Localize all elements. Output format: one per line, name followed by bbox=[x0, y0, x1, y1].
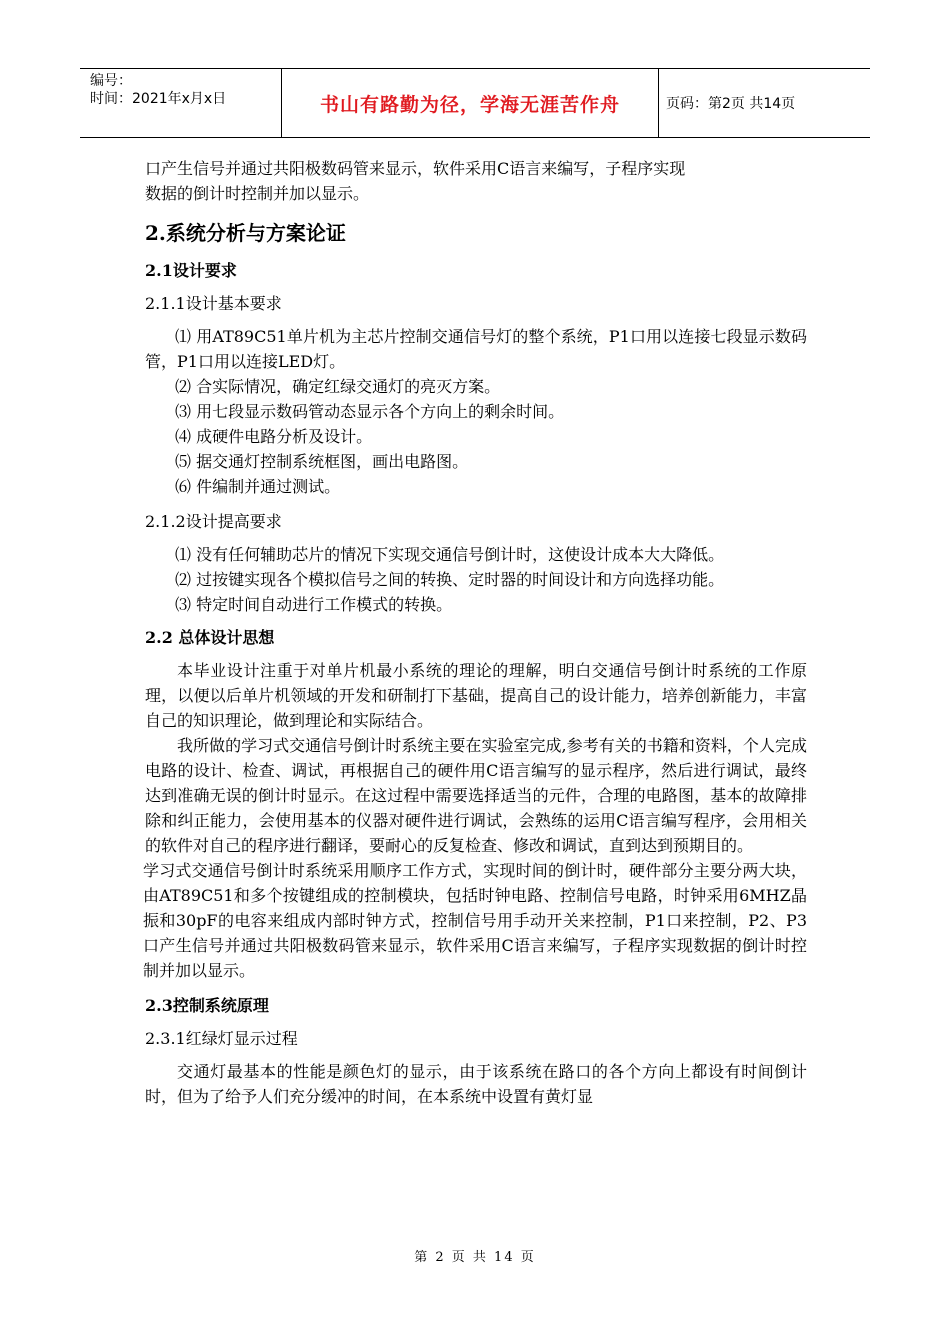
header-meta-cell bbox=[80, 69, 281, 137]
section-2-2-heading: 2.2 总体设计思想 bbox=[145, 628, 275, 647]
paragraph: 本毕业设计注重于对单片机最小系统的理论的理解，明白交通信号倒计时系统的工作原理，以便以后单片机领域的开发和研制打下基础，提高自己的设计能力，培养创新能力，丰富自己的知识理论，做到理论和实际结合。 bbox=[145, 661, 807, 730]
section-2-1-2-heading: 2.1.2设计提高要求 bbox=[145, 512, 282, 531]
list-item: ⑶ 用七段显示数码管动态显示各个方向上的剩余时间。 bbox=[175, 402, 565, 421]
section-2-1-heading: 2.1设计要求 bbox=[145, 261, 237, 280]
list-item: ⑴ 没有任何辅助芯片的情况下实现交通信号倒计时，这使设计成本大大降低。 bbox=[175, 545, 725, 564]
intro-line: 口产生信号并通过共阳极数码管来显示，软件采用C语言来编写，子程序实现 bbox=[145, 159, 686, 178]
list-item: ⑵ 合实际情况，确定红绿交通灯的亮灭方案。 bbox=[175, 377, 501, 396]
list-item: ⑵ 过按键实现各个模拟信号之间的转换、定时器的时间设计和方向选择功能。 bbox=[175, 570, 725, 589]
header-number-label: 编号： bbox=[90, 73, 132, 89]
section-2-heading: 2.系统分析与方案论证 bbox=[145, 221, 346, 245]
page-footer: 第 2 页 共 14 页 bbox=[414, 1250, 536, 1265]
paragraph: 我所做的学习式交通信号倒计时系统主要在实验室完成,参考有关的书籍和资料，个人完成电路的设计、检查、调试，再根据自己的硬件用C语言编写的显示程序，然后进行调试，最终达到准确无误的倒计时显示。在这过程中需要选择适当的元件，合理的电路图，基本的故障排除和纠正能力，会使用基本的仪器对硬件进行调试，会熟练的运用C语言编写程序，会用相关的软件对自己的程序进行翻译，要耐心的反复检查、修改和调试，直到达到预期目的。 bbox=[145, 736, 807, 855]
header-date: 时间：2021年x月x日 bbox=[90, 91, 227, 107]
document-body bbox=[145, 156, 807, 1109]
list-item: ⑴ 用AT89C51单片机为主芯片控制交通信号灯的整个系统，P1口用以连接七段显示数码管，P1口用以连接LED灯。 bbox=[145, 327, 807, 371]
page-header bbox=[80, 68, 870, 138]
list-item: ⑶ 特定时间自动进行工作模式的转换。 bbox=[175, 595, 453, 614]
paragraph: 学习式交通信号倒计时系统采用顺序工作方式，实现时间的倒计时，硬件部分主要分两大块，由AT89C51和多个按键组成的控制模块，包括时钟电路、控制信号电路，时钟采用6MHZ晶振和30pF的电容来组成内部时钟方式，控制信号用手动开关来控制，P1口来控制，P2、P3口产生信号并通过共阳极数码管来显示，软件采用C语言来编写，子程序实现数据的倒计时控制并加以显示。 bbox=[143, 861, 807, 980]
section-2-3-heading: 2.3控制系统原理 bbox=[145, 996, 269, 1015]
header-page-info-cell bbox=[658, 69, 870, 137]
section-2-1-1-heading: 2.1.1设计基本要求 bbox=[145, 294, 282, 313]
header-page-info: 页码：第2页 共14页 bbox=[666, 96, 796, 112]
list-item: ⑹ 件编制并通过测试。 bbox=[175, 477, 341, 496]
paragraph: 交通灯最基本的性能是颜色灯的显示，由于该系统在路口的各个方向上都设有时间倒计时，但为了给予人们充分缓冲的时间，在本系统中设置有黄灯显 bbox=[145, 1062, 807, 1106]
section-2-3-1-heading: 2.3.1红绿灯显示过程 bbox=[145, 1029, 298, 1048]
header-motto: 书山有路勤为径，学海无涯苦作舟 bbox=[281, 69, 659, 137]
list-item: ⑷ 成硬件电路分析及设计。 bbox=[175, 427, 373, 446]
intro-line: 数据的倒计时控制并加以显示。 bbox=[145, 184, 370, 203]
list-item: ⑸ 据交通灯控制系统框图，画出电路图。 bbox=[175, 452, 469, 471]
